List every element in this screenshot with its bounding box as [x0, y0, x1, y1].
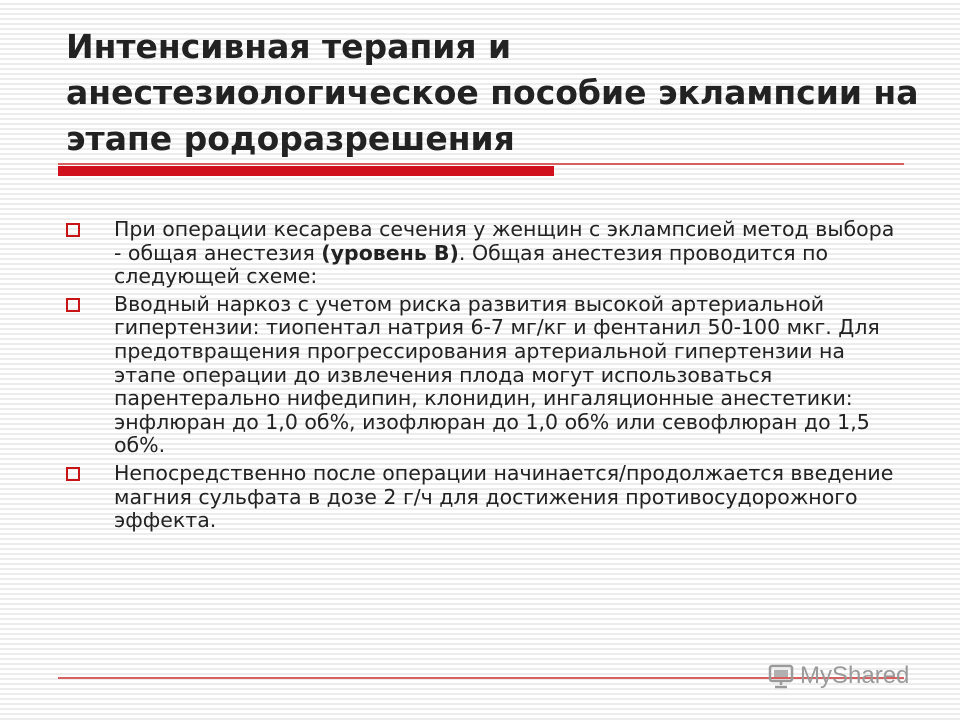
presentation-board-icon — [768, 663, 794, 689]
bullet-text-3: Непосредственно после операции начинается/продолжается введение магния сульфата в дозе 2 г/ч для достижения противосудорожного эффекта. — [114, 460, 894, 533]
square-bullet-icon — [66, 467, 80, 481]
watermark-text: MyShared — [800, 662, 910, 689]
title-divider-accent — [58, 166, 554, 176]
watermark-logo — [768, 660, 909, 692]
bullet-list — [66, 218, 906, 537]
bullet-item-2 — [66, 293, 906, 458]
bullet-text-2: Вводный наркоз с учетом риска развития высокой артериальной гипертензии: тиопентал натрия 6-7 мг/кг и фентанил 50-100 мкг. Для предотвращения прогрессирования артериальной гипертензии на этапе операции до извлечения плода могут использоваться парентерально нифедипин, клонидин, ингаляционные анестетики: энфлюран до 1,0 об%, изофлюран до 1,0 об% или севофлюран до 1,5 об%. — [114, 291, 880, 458]
bullet-text-1-part-2: . Общая анестезия проводится по следующей схеме: — [114, 240, 829, 289]
bullet-item-1 — [66, 218, 906, 289]
square-bullet-icon — [66, 223, 80, 237]
bullet-item-3 — [66, 462, 906, 533]
slide-title: Интенсивная терапия и анестезиологическое пособие эклампсии на этапе родоразрешения — [66, 27, 919, 158]
evidence-level: (уровень В) — [321, 240, 459, 265]
square-bullet-icon — [66, 298, 80, 312]
title-divider-thin — [58, 163, 904, 165]
bullet-text-1-part-1: При операции кесарева сечения у женщин с эклампсией метод выбора - общая анестезия — [114, 217, 895, 265]
